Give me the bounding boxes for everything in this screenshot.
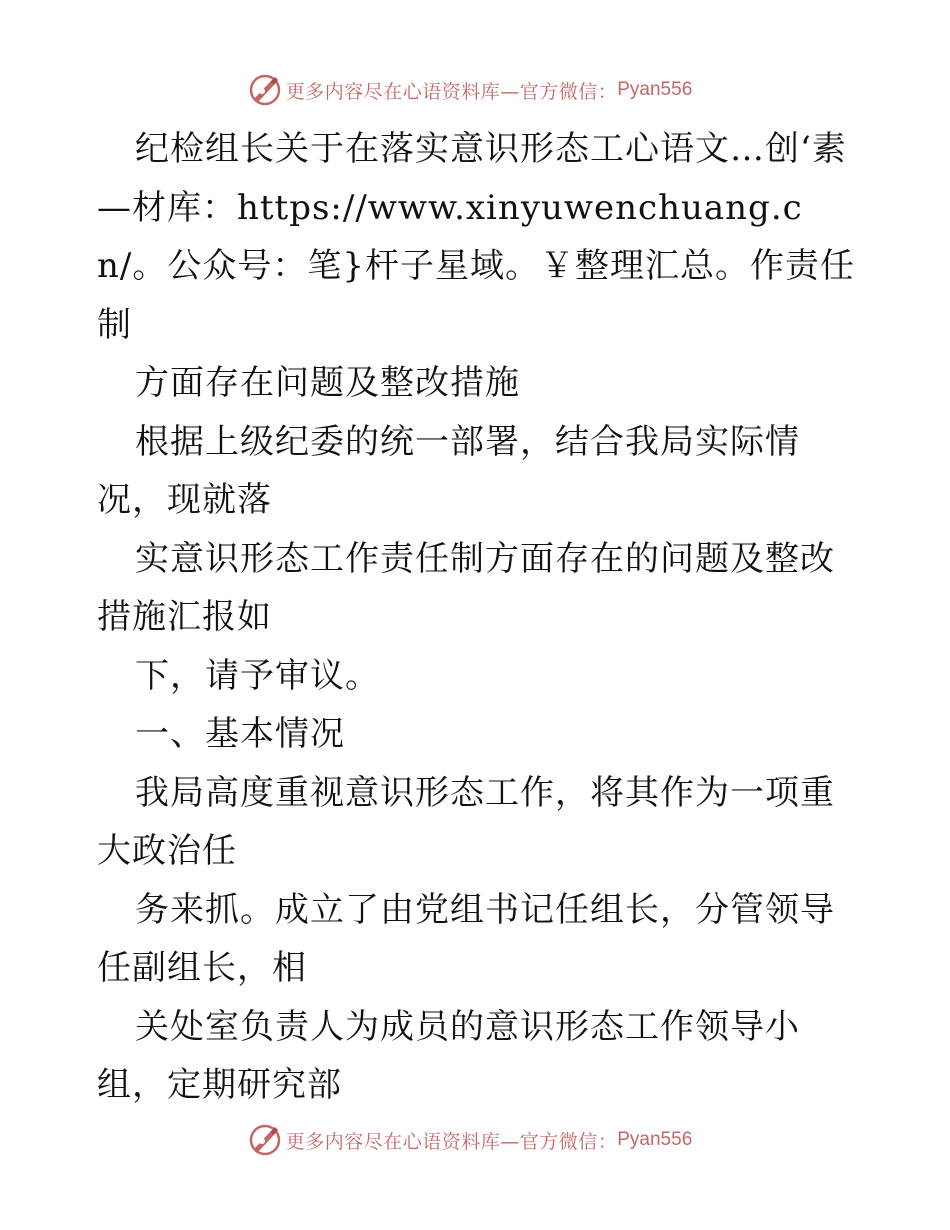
paragraph: 根据上级纪委的统一部署，结合我局实际情况，现就落 bbox=[97, 421, 800, 520]
paragraph: 纪检组长关于在落实意识形态工心语文…创‘素—材库：https://www.xinyuwenchuang.cn/。公众号：笔}杆子星域。￥整理汇总。作责任制 bbox=[97, 129, 855, 345]
pen-logo-icon bbox=[248, 1123, 282, 1157]
paragraph: 关处室负责人为成员的意识形态工作领导小组，定期研究部 bbox=[97, 1006, 800, 1105]
document-body bbox=[97, 120, 857, 1115]
paragraph: 务来抓。成立了由党组书记任组长，分管领导任副组长，相 bbox=[97, 889, 835, 988]
section-heading: 一、基本情况 bbox=[135, 714, 345, 754]
wechat-id: Pyan556 bbox=[617, 79, 693, 100]
header-banner bbox=[0, 70, 950, 110]
banner-text: 更多内容尽在心语资料库—官方微信： bbox=[285, 80, 618, 103]
paragraph: 下，请予审议。 bbox=[135, 655, 380, 696]
paragraph: 方面存在问题及整改措施 bbox=[135, 363, 520, 403]
paragraph: 我局高度重视意识形态工作，将其作为一项重大政治任 bbox=[97, 772, 835, 871]
pen-logo-icon bbox=[248, 73, 282, 107]
paragraph: 实意识形态工作责任制方面存在的问题及整改措施汇报如 bbox=[97, 538, 835, 637]
banner-text: 更多内容尽在心语资料库—官方微信： bbox=[285, 1130, 618, 1153]
footer-banner bbox=[0, 1120, 950, 1160]
wechat-id: Pyan556 bbox=[617, 1129, 693, 1150]
